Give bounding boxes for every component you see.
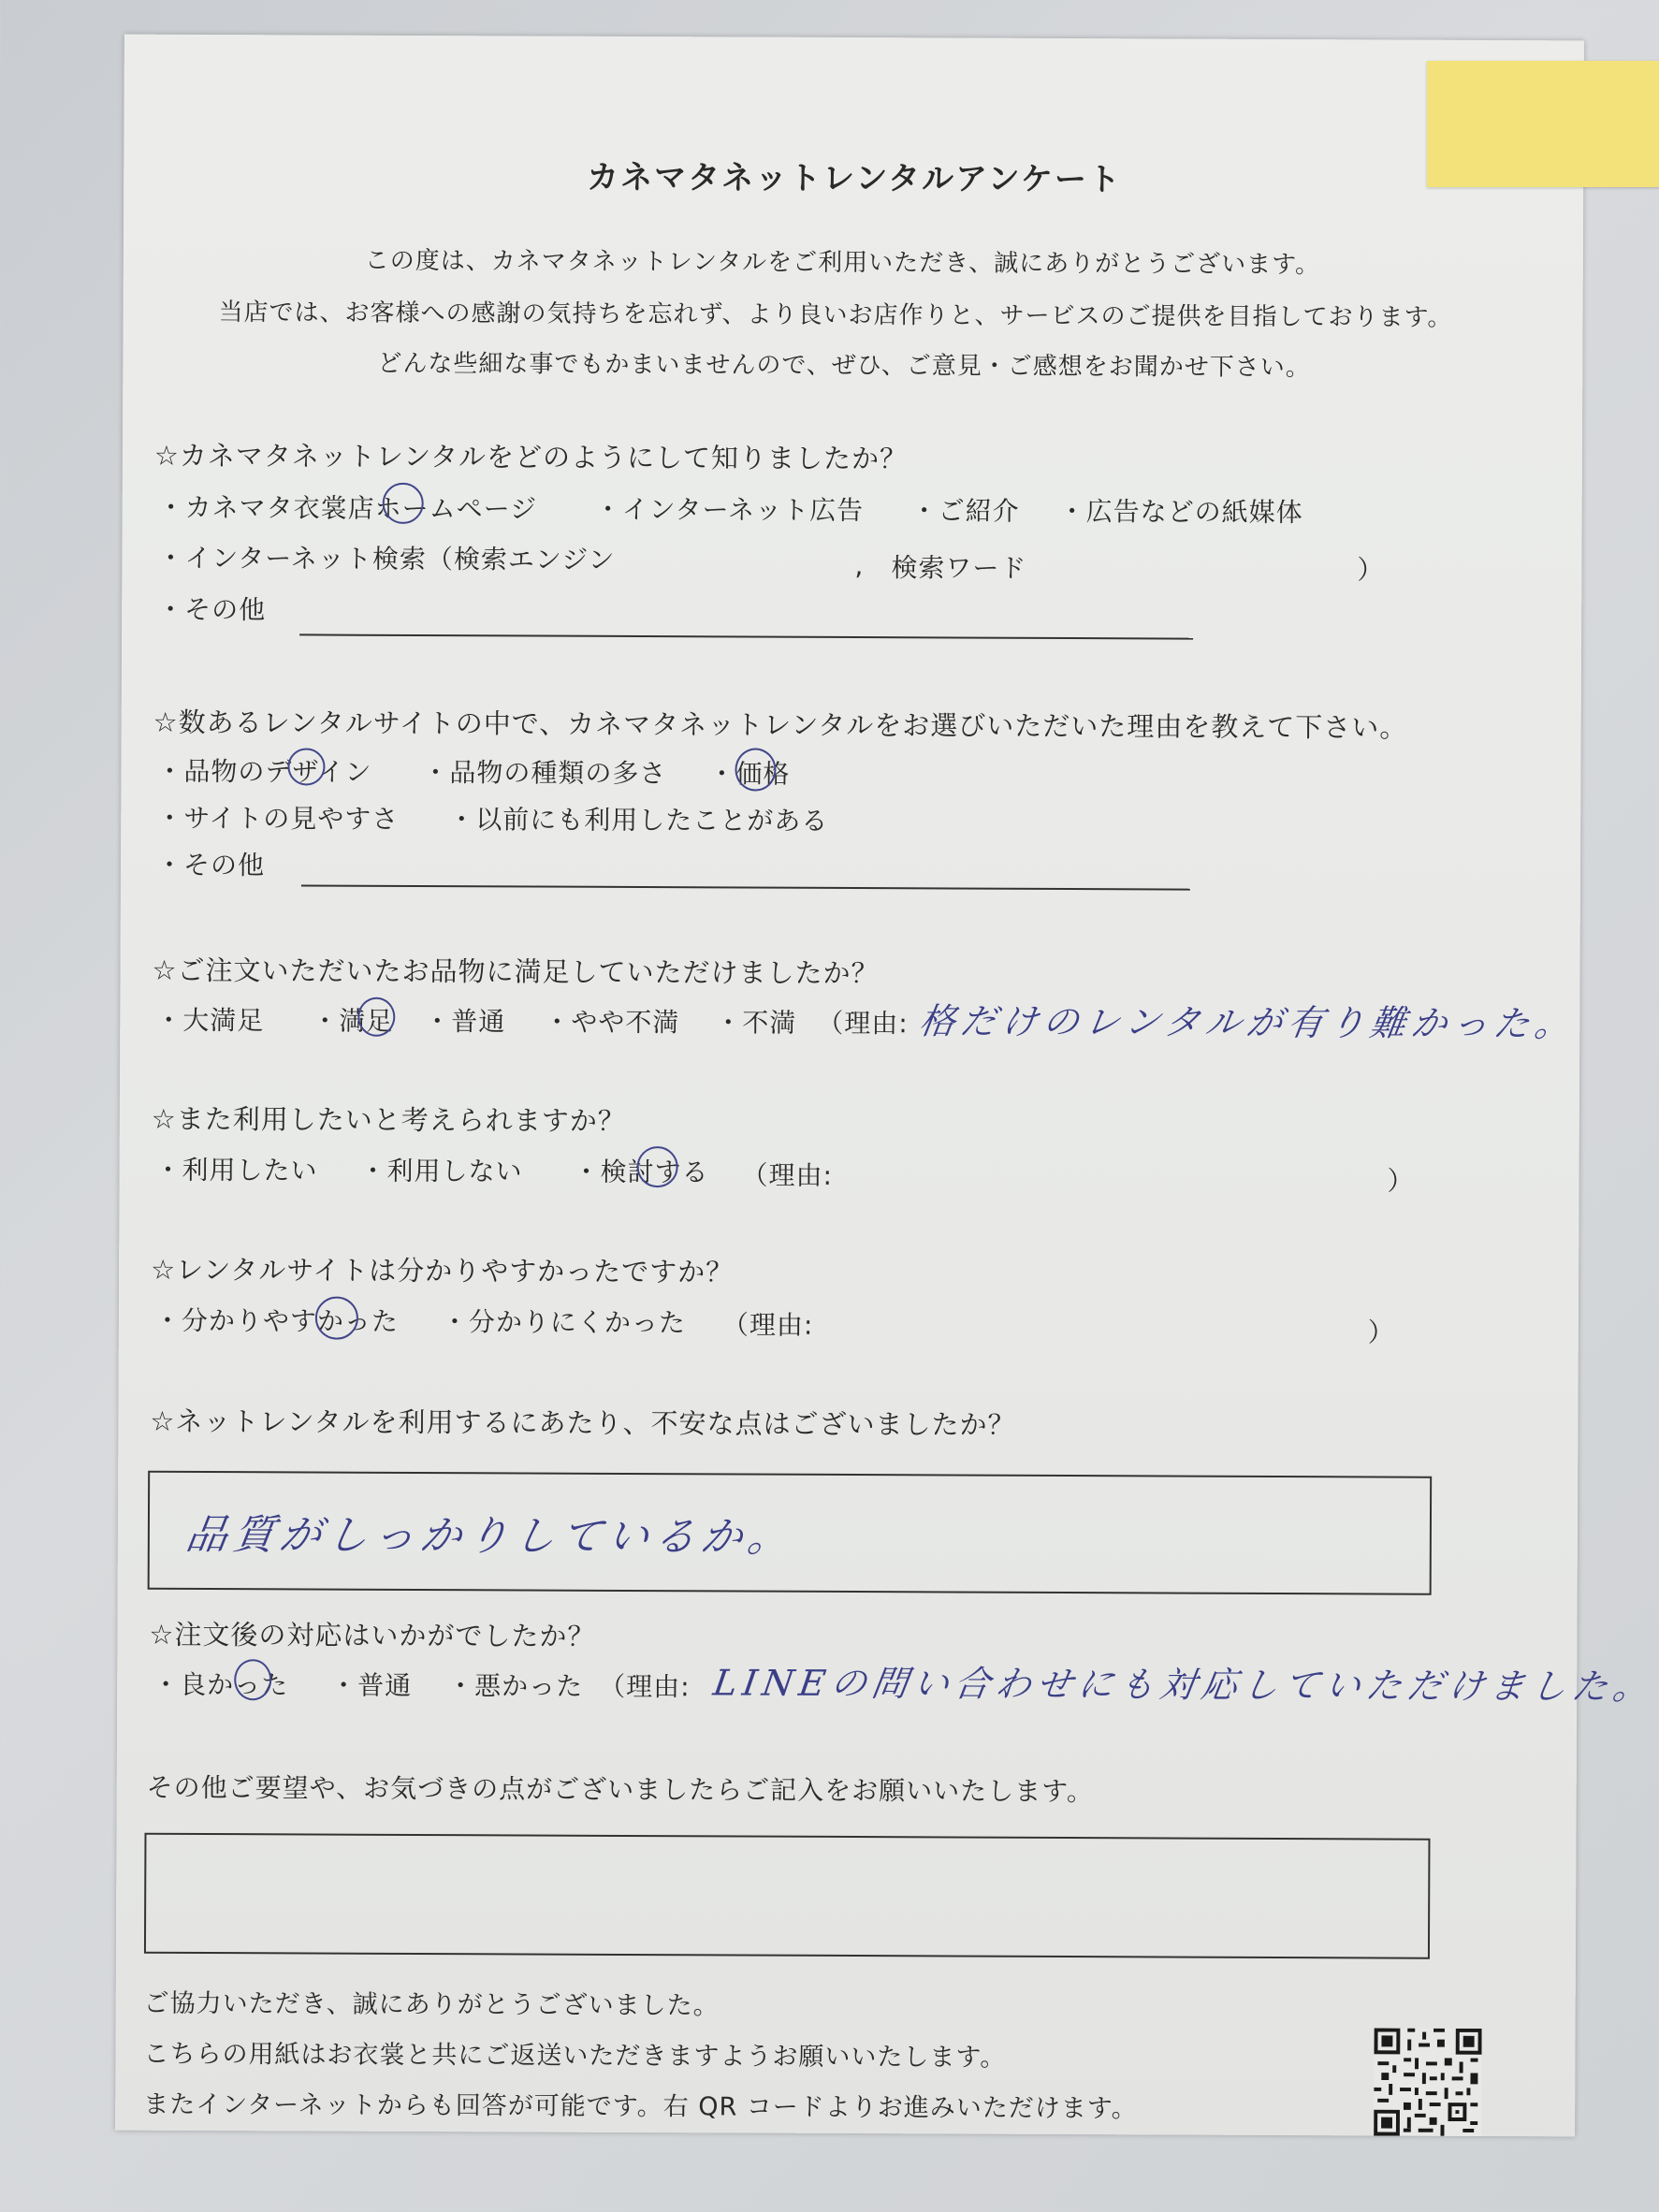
intro-line-2: 当店では、お客様への感謝の気持ちを忘れず、より良いお店作りと、サービスのご提供を目指しております。 [218,298,1453,332]
selection-circle [234,1659,271,1700]
selection-circle [383,483,424,524]
selection-circle [357,997,395,1037]
footer-return-note: こちらの用紙はお衣裳と共にご返送いただきますようお願いいたします。 [143,2039,1007,2073]
q1-search-close: ） [1357,554,1385,586]
q1-option-homepage[interactable]: ・カネマタ衣裳店ホームページ [157,491,538,525]
q1-option-print[interactable]: ・広告などの紙媒体 [1058,495,1303,529]
q7-option-bad[interactable]: ・悪かった [447,1670,584,1702]
q5-reason-label: （理由: [721,1309,814,1341]
q5-option-unclear[interactable]: ・分かりにくかった [441,1306,686,1339]
q6-question: ☆ネットレンタルを利用するにあたり、不安な点はございましたか？ [150,1404,1016,1441]
footer-thanks: ご協力いただき、誠にありがとうございました。 [143,1988,720,2021]
q7-option-neutral[interactable]: ・普通 [330,1669,413,1701]
q5-reason-close: ） [1367,1317,1395,1348]
selection-circle [315,1297,358,1340]
q4-option-no[interactable]: ・利用しない [359,1155,523,1187]
q8-answer-box[interactable] [144,1833,1431,1959]
q6-handwritten-answer: 品質がしっかりしているか。 [182,1510,798,1562]
q3-option-somewhat-dissatisfied[interactable]: ・やや不満 [544,1006,680,1039]
q1-question: ☆カネマタネットレンタルをどのようにして知りましたか？ [153,439,909,475]
q2-option-price[interactable]: ・価格 [708,758,791,790]
q4-reason-close: ） [1387,1165,1415,1197]
q2-other-line[interactable] [301,884,1190,890]
selection-circle [637,1146,678,1187]
q2-option-repeat[interactable]: ・以前にも利用したことがある [448,804,829,837]
q3-option-very-satisfied[interactable]: ・大満足 [155,1004,265,1037]
survey-sheet [115,35,1658,2137]
q1-option-other[interactable]: ・その他 [157,593,267,626]
q7-reason-label: （理由: [599,1670,691,1703]
q3-option-dissatisfied[interactable]: ・不満 [715,1007,797,1039]
intro-line-1: この度は、カネマタネットレンタルをご利用いただき、誠にありがとうございます。 [364,246,1321,280]
q2-option-readability[interactable]: ・サイトの見やすさ [156,802,400,835]
qr-code-icon[interactable] [1374,2028,1482,2136]
q4-reason-label: （理由: [741,1159,834,1191]
q1-other-line[interactable] [299,633,1193,639]
q1-option-search[interactable]: ・インターネット検索（検索エンジン [157,542,616,575]
q8-question: その他ご要望や、お気づきの点がございましたらご記入をお願いいたします。 [146,1771,1095,1808]
q7-handwritten-reason[interactable]: LINEの問い合わせにも対応していただけました。 [710,1662,1658,1708]
q1-option-net-ad[interactable]: ・インターネット広告 [594,493,865,527]
q2-option-design[interactable]: ・品物のデザイン [156,755,372,788]
q7-question: ☆注文後の対応はいかがでしたか？ [149,1618,596,1652]
q4-option-consider[interactable]: ・検討する [573,1156,709,1188]
q5-option-clear[interactable]: ・分かりやすかった [153,1304,399,1337]
q4-option-yes[interactable]: ・利用したい [154,1154,318,1186]
q2-option-other[interactable]: ・その他 [155,849,266,881]
selection-circle [735,748,776,791]
q5-question: ☆レンタルサイトは分かりやすかったですか？ [151,1253,735,1288]
q3-handwritten-reason[interactable]: 格だけのレンタルが有り難かった。 [916,1000,1579,1045]
q3-question: ☆ご注文いただいたお品物に満足していただけましたか？ [152,953,880,990]
q3-option-satisfied[interactable]: ・満足 [312,1005,394,1037]
q4-question: ☆また利用したいと考えられますか？ [151,1102,626,1137]
q2-option-variety[interactable]: ・品物の種類の多さ [422,757,667,790]
q1-option-referral[interactable]: ・ご紹介 [910,495,1020,527]
q1-search-separator: , [854,550,865,582]
q7-option-good[interactable]: ・良かった [153,1668,289,1701]
q1-search-word-label: 検索ワード [891,552,1027,584]
survey-title: カネマタネットレンタルアンケート [587,158,1123,199]
footer-online-note: またインターネットからも回答が可能です。右 QR コードよりお進みいただけます。 [143,2089,1138,2124]
intro-line-3: どんな些細な事でもかまいませんので、ぜひ、ご意見・ご感想をお聞かせ下さい。 [377,349,1311,383]
sticky-note [1427,61,1659,187]
q6-answer-box[interactable] [148,1471,1433,1595]
q3-option-neutral[interactable]: ・普通 [424,1006,506,1038]
q3-reason-label: （理由: [817,1007,909,1040]
q2-question: ☆数あるレンタルサイトの中で、カネマタネットレンタルをお選びいただいた理由を教えて下さい。 [153,706,1408,744]
selection-circle [287,748,325,785]
